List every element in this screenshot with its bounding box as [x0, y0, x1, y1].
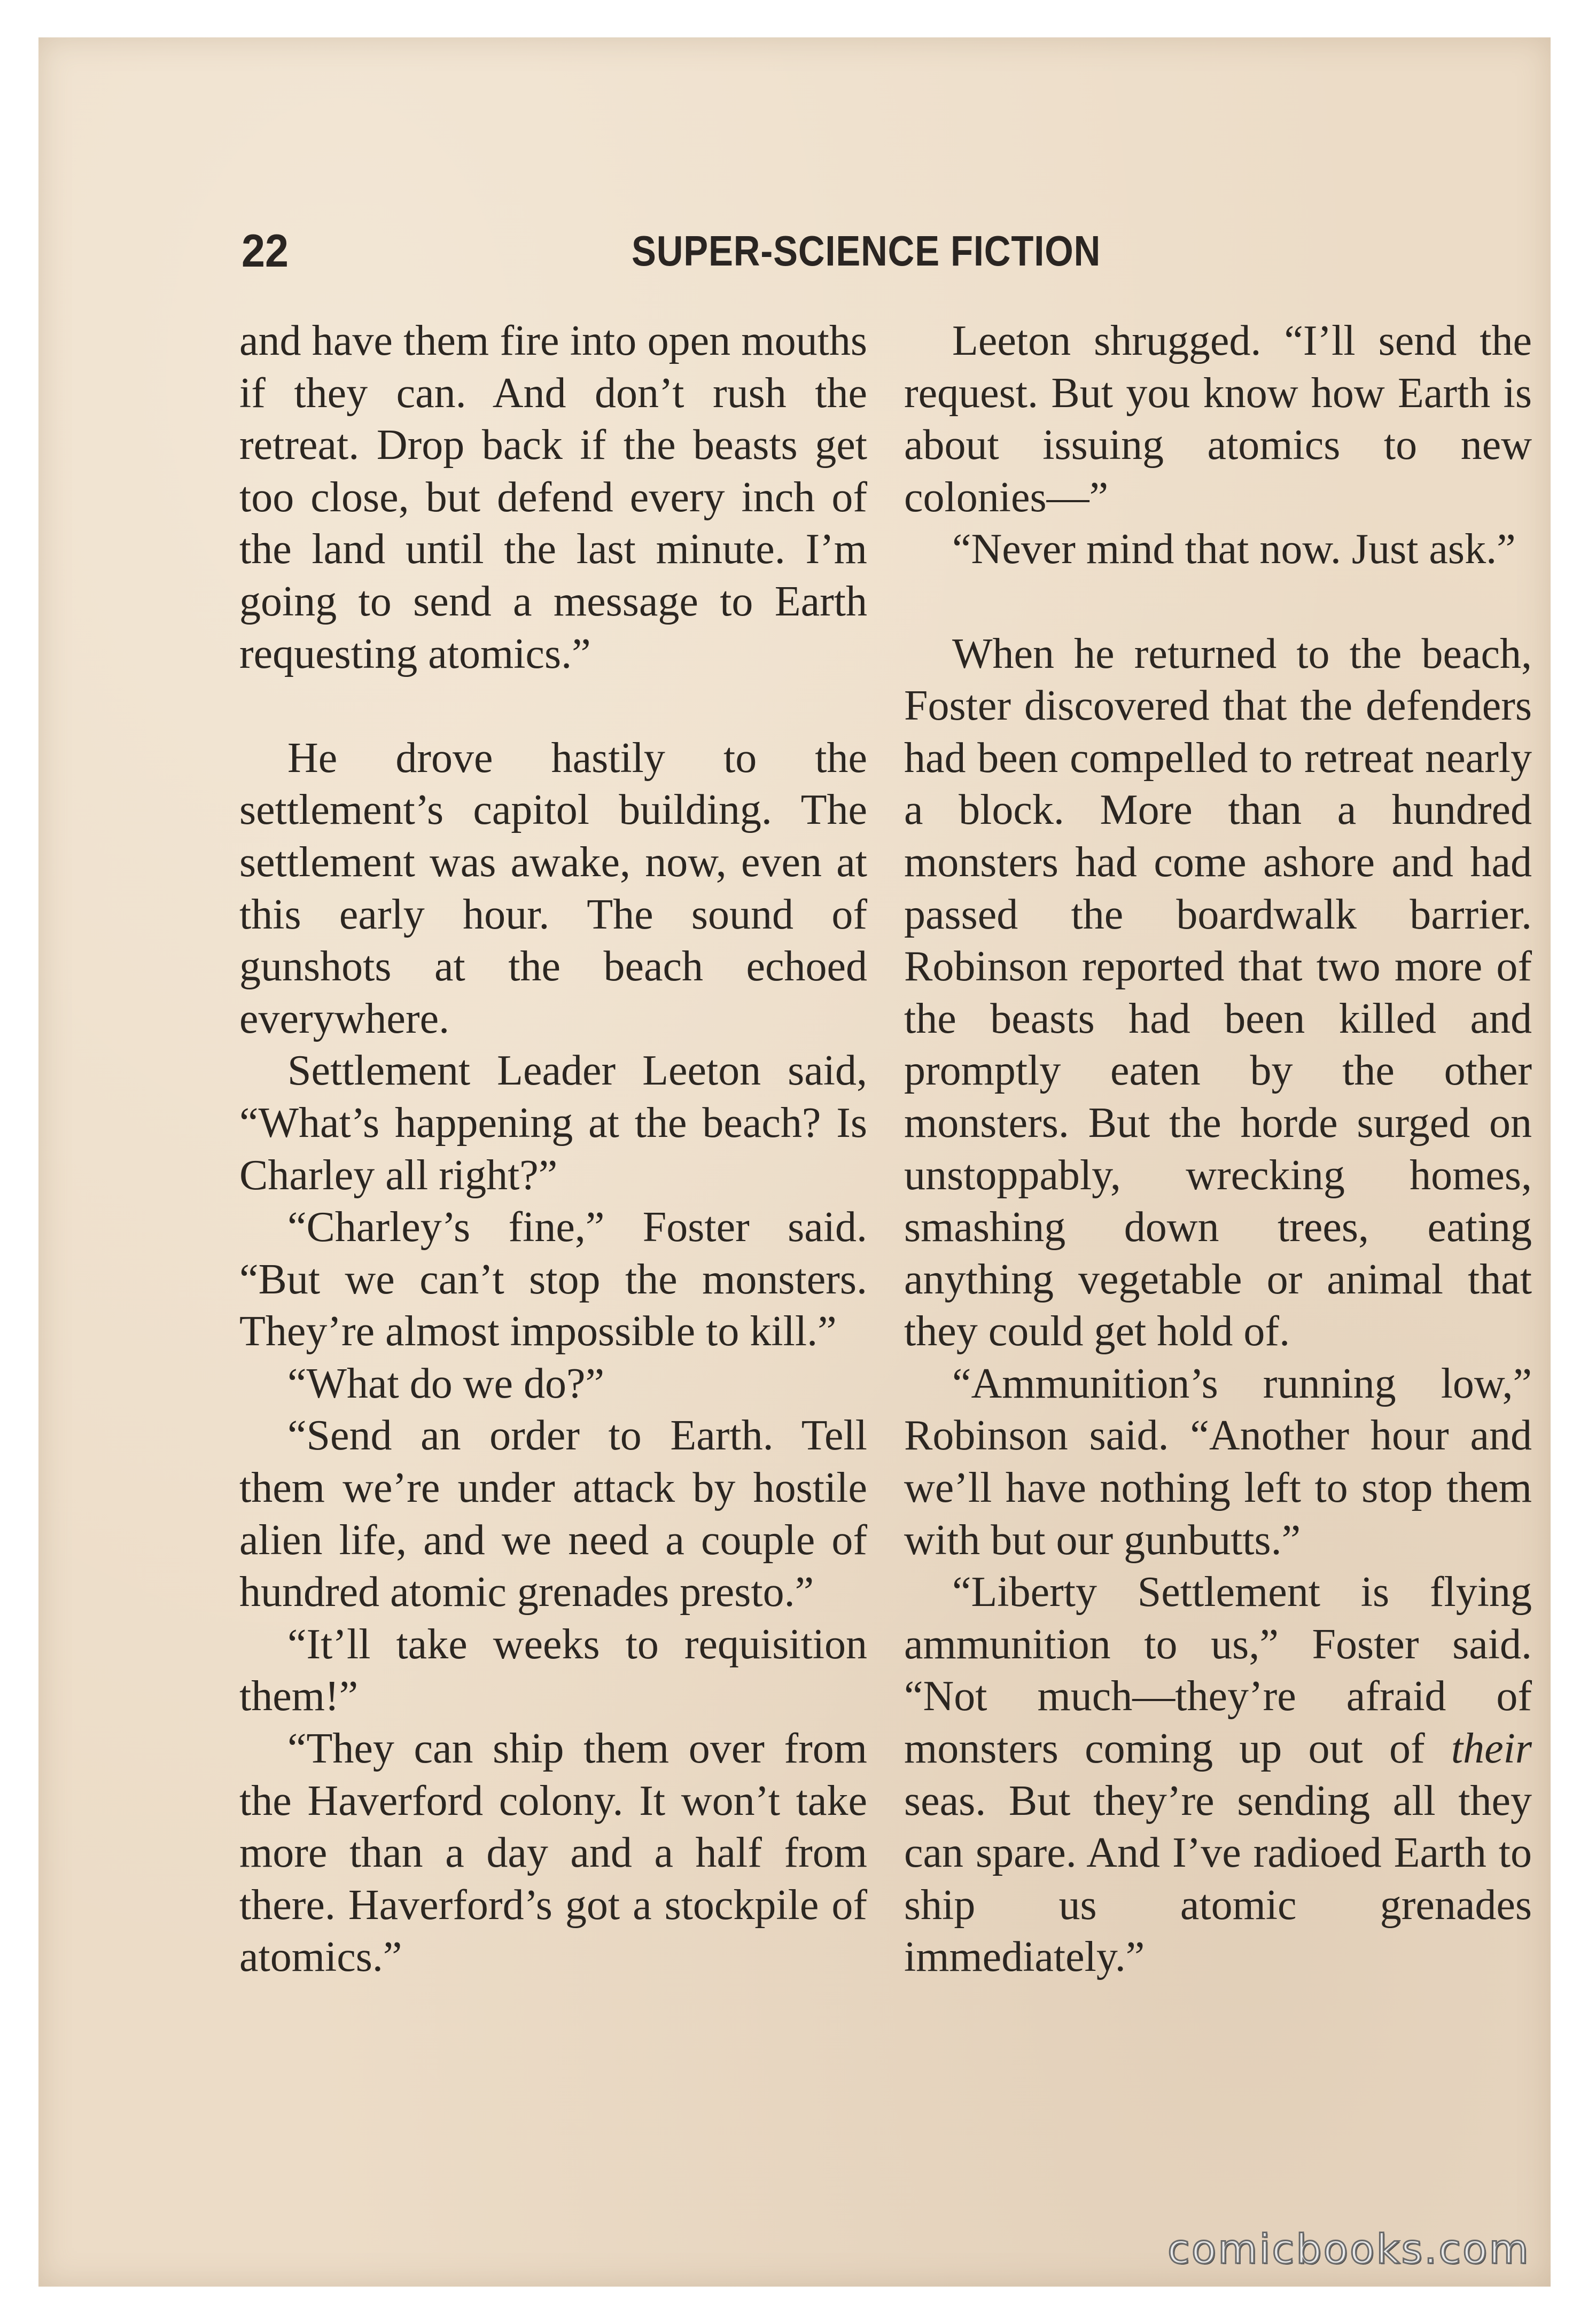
- paragraph: “Never mind that now. Just ask.”: [952, 526, 1516, 573]
- paragraph: “What do we do?”: [287, 1360, 605, 1407]
- paragraph: [904, 1566, 1532, 1984]
- paragraph: “Send an order to Earth. Tell them we’re under attack by hostile alien life, and we need a couple of hundred atomic grenades presto.”: [239, 1412, 867, 1616]
- paragraph: “Charley’s fine,” Foster said. “But we can’t stop the monsters. They’re almost impossible to kill.”: [239, 1204, 867, 1355]
- paragraph: “Ammunition’s running low,” Robinson said. “Another hour and we’ll have nothing left to stop them with but our gunbutts.”: [904, 1360, 1532, 1564]
- magazine-page: [38, 37, 1551, 2287]
- emphasis-text: their: [1451, 1725, 1532, 1773]
- paragraph-text: seas. But they’re sending all they can spare. And I’ve radioed Earth to ship us atomic grenades immediately.”: [904, 1777, 1532, 1981]
- paragraph: When he returned to the beach, Foster discovered that the defenders had been compelled to retreat nearly a block. More than a hundred monsters had come ashore and had passed the boardwalk barrier. Robinson reported that two more of the beasts had been killed and promptly eaten by the other monsters. But the horde surged on unstoppably, wrecking homes, smashing down trees, eating anything vegetable or animal that they could get hold of.: [904, 630, 1532, 1355]
- paragraph: “They can ship them over from the Haverford colony. It won’t take more than a day and a half from there. Haverford’s got a stockpile of atomics.”: [239, 1725, 867, 1981]
- paragraph: “It’ll take weeks to requisition them!”: [239, 1620, 867, 1720]
- page-number: 22: [242, 225, 289, 277]
- right-column: [904, 315, 1532, 1984]
- watermark-text: comicbooks.com: [1167, 2225, 1530, 2273]
- paragraph-text: “Liberty Settlement is flying ammunition to us,” Foster said. “Not much—they’re afraid of monsters coming up out of: [904, 1569, 1532, 1773]
- paragraph: and have them fire into open mouths if they can. And don’t rush the retreat. Drop back if the beasts get too close, but defend every inch of the land until the last minute. I’m going to send a message to Earth requesting atomics.”: [239, 317, 867, 677]
- left-column: [239, 315, 867, 1984]
- running-title: SUPER-SCIENCE FICTION: [632, 227, 1101, 275]
- paragraph: He drove hastily to the settlement’s capitol building. The settlement was awake, now, even at this early hour. The sound of gunshots at the beach echoed everywhere.: [239, 734, 867, 1042]
- paragraph: Settlement Leader Leeton said, “What’s happening at the beach? Is Charley all right?”: [239, 1047, 867, 1199]
- page-header: [199, 214, 1535, 288]
- paragraph: Leeton shrugged. “I’ll send the request. But you know how Earth is about issuing atomics to new colonies—”: [904, 317, 1532, 521]
